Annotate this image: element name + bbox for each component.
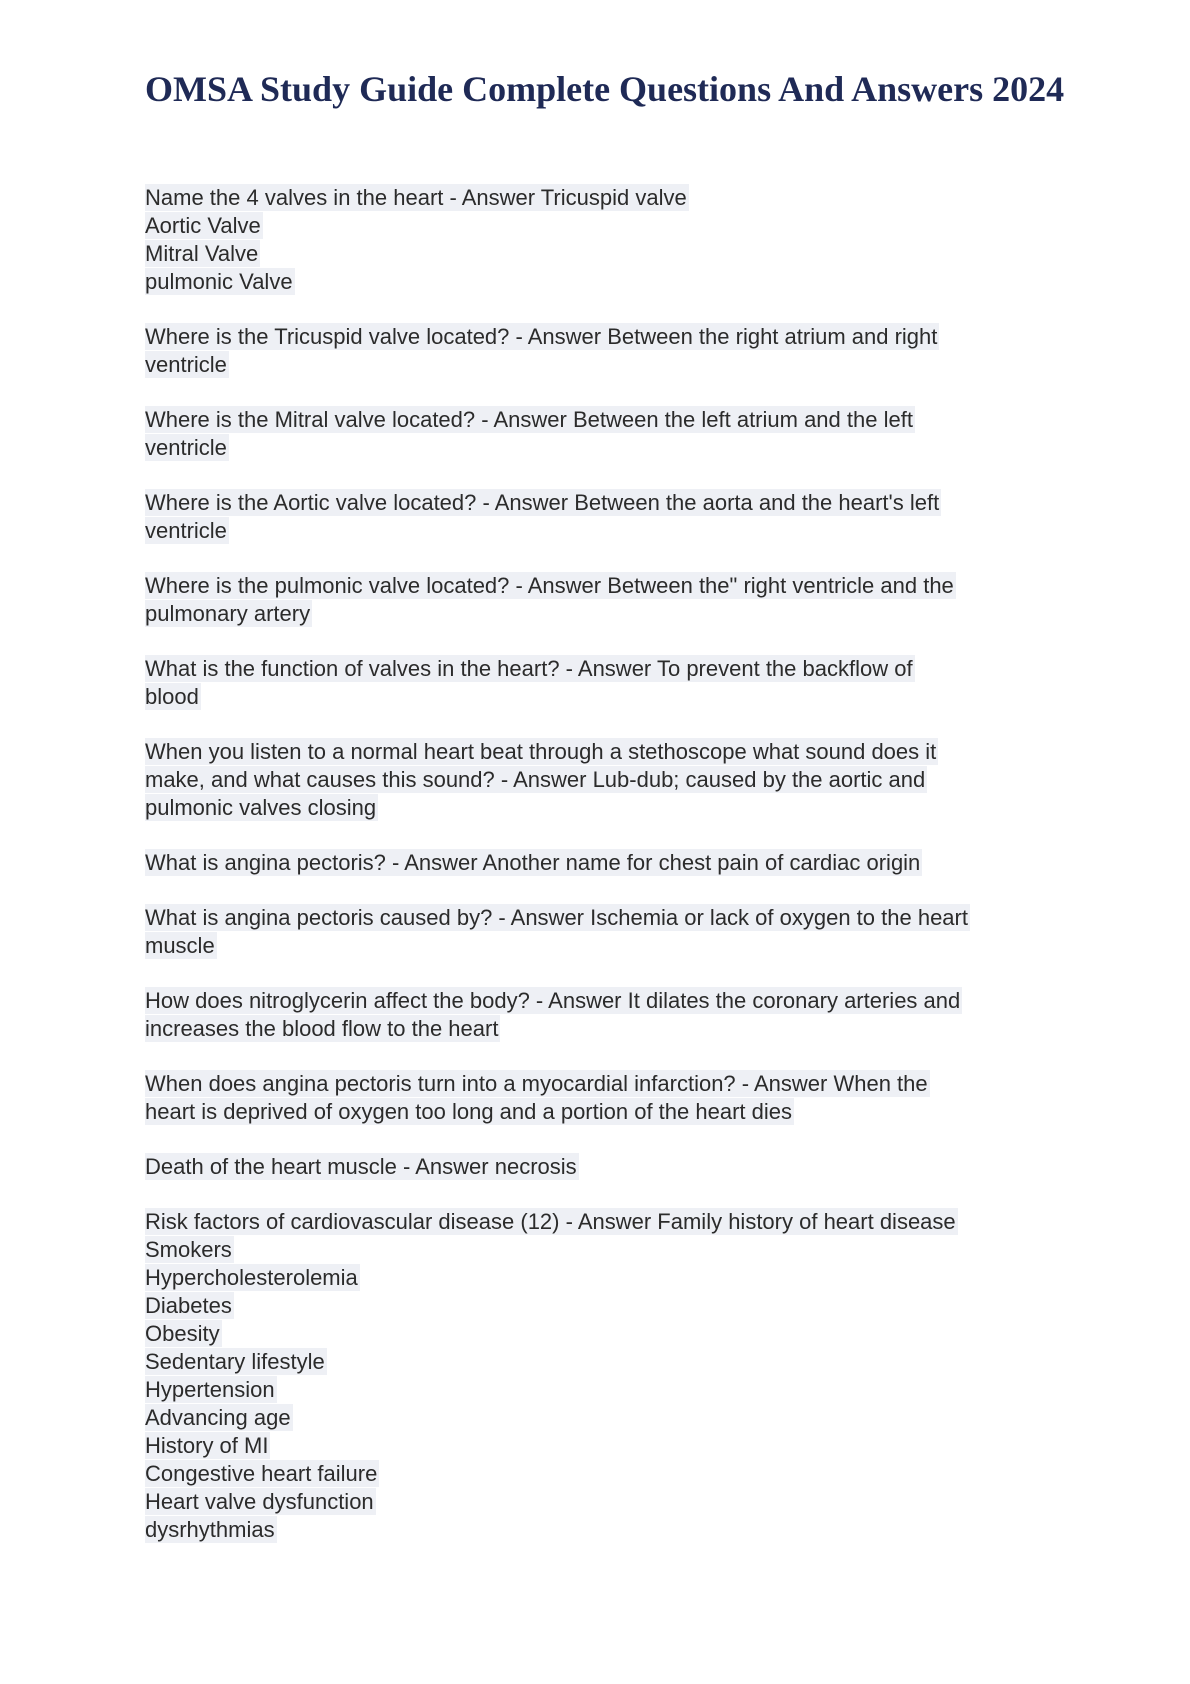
qa-line-text: History of MI — [145, 1433, 269, 1458]
qa-line-text: When you listen to a normal heart beat through a stethoscope what sound does it — [145, 739, 937, 764]
qa-answer-line — [145, 268, 1075, 296]
qa-content — [145, 184, 1075, 1571]
qa-answer-line — [145, 766, 1075, 794]
qa-line-text: Hypertension — [145, 1377, 275, 1402]
qa-question-line — [145, 738, 1075, 766]
qa-answer-line — [145, 794, 1075, 822]
qa-line-text: blood — [145, 684, 199, 709]
qa-answer-line — [145, 1432, 1075, 1460]
qa-answer-line — [145, 1292, 1075, 1320]
qa-answer-line — [145, 1404, 1075, 1432]
qa-line-text: increases the blood flow to the heart — [145, 1016, 499, 1041]
qa-answer-line — [145, 1488, 1075, 1516]
qa-line-text: Diabetes — [145, 1293, 232, 1318]
qa-entry — [145, 1208, 1075, 1544]
qa-entry — [145, 323, 1075, 379]
qa-line-text: Obesity — [145, 1321, 220, 1346]
qa-line-text: ventricle — [145, 518, 227, 543]
qa-line-text: pulmonic Valve — [145, 269, 293, 294]
qa-line-text: How does nitroglycerin affect the body? - Answer It dilates the coronary arteries and — [145, 988, 961, 1013]
qa-line-text: Hypercholesterolemia — [145, 1265, 358, 1290]
qa-answer-line — [145, 351, 1075, 379]
qa-line-text: Smokers — [145, 1237, 232, 1262]
qa-line-text: pulmonic valves closing — [145, 795, 377, 820]
qa-question-line — [145, 1070, 1075, 1098]
qa-answer-line — [145, 932, 1075, 960]
qa-question-line — [145, 184, 1075, 212]
qa-question-line — [145, 323, 1075, 351]
qa-line-text: Congestive heart failure — [145, 1461, 378, 1486]
qa-question-line — [145, 489, 1075, 517]
qa-answer-line — [145, 683, 1075, 711]
qa-line-text: make, and what causes this sound? - Answer Lub-dub; caused by the aortic and — [145, 767, 926, 792]
qa-entry — [145, 406, 1075, 462]
qa-line-text: Where is the Aortic valve located? - Answer Between the aorta and the heart's left — [145, 490, 940, 515]
qa-entry — [145, 655, 1075, 711]
qa-line-text: Death of the heart muscle - Answer necrosis — [145, 1154, 577, 1179]
qa-answer-line — [145, 240, 1075, 268]
qa-answer-line — [145, 1320, 1075, 1348]
qa-answer-line — [145, 1376, 1075, 1404]
qa-answer-line — [145, 212, 1075, 240]
qa-line-text: heart is deprived of oxygen too long and a portion of the heart dies — [145, 1099, 792, 1124]
document-title: OMSA Study Guide Complete Questions And Answers 2024 — [145, 69, 1065, 109]
qa-line-text: When does angina pectoris turn into a myocardial infarction? - Answer When the — [145, 1071, 928, 1096]
qa-line-text: Advancing age — [145, 1405, 291, 1430]
qa-question-line — [145, 406, 1075, 434]
qa-answer-line — [145, 1098, 1075, 1126]
qa-line-text: muscle — [145, 933, 215, 958]
qa-answer-line — [145, 434, 1075, 462]
qa-answer-line — [145, 1516, 1075, 1544]
qa-line-text: What is angina pectoris? - Answer Another name for chest pain of cardiac origin — [145, 850, 921, 875]
qa-entry — [145, 489, 1075, 545]
qa-question-line — [145, 572, 1075, 600]
qa-line-text: Where is the pulmonic valve located? - Answer Between the" right ventricle and the — [145, 573, 954, 598]
qa-entry — [145, 904, 1075, 960]
qa-line-text: Sedentary lifestyle — [145, 1349, 325, 1374]
qa-entry — [145, 987, 1075, 1043]
qa-entry — [145, 1153, 1075, 1181]
qa-answer-line — [145, 600, 1075, 628]
qa-entry — [145, 1070, 1075, 1126]
qa-line-text: Name the 4 valves in the heart - Answer Tricuspid valve — [145, 185, 687, 210]
qa-line-text: Where is the Tricuspid valve located? - Answer Between the right atrium and right — [145, 324, 938, 349]
qa-question-line — [145, 655, 1075, 683]
qa-answer-line — [145, 1264, 1075, 1292]
qa-answer-line — [145, 1236, 1075, 1264]
qa-question-line — [145, 1153, 1075, 1181]
qa-answer-line — [145, 517, 1075, 545]
qa-line-text: ventricle — [145, 352, 227, 377]
qa-line-text: Mitral Valve — [145, 241, 259, 266]
qa-line-text: pulmonary artery — [145, 601, 311, 626]
qa-line-text: What is the function of valves in the heart? - Answer To prevent the backflow of — [145, 656, 913, 681]
qa-entry — [145, 184, 1075, 296]
qa-line-text: Where is the Mitral valve located? - Answer Between the left atrium and the left — [145, 407, 913, 432]
qa-line-text: dysrhythmias — [145, 1517, 275, 1542]
qa-line-text: What is angina pectoris caused by? - Answer Ischemia or lack of oxygen to the heart — [145, 905, 968, 930]
qa-question-line — [145, 1208, 1075, 1236]
qa-line-text: Heart valve dysfunction — [145, 1489, 374, 1514]
qa-question-line — [145, 987, 1075, 1015]
qa-entry — [145, 572, 1075, 628]
qa-answer-line — [145, 1460, 1075, 1488]
qa-question-line — [145, 849, 1075, 877]
qa-line-text: Aortic Valve — [145, 213, 261, 238]
qa-entry — [145, 738, 1075, 822]
qa-line-text: ventricle — [145, 435, 227, 460]
qa-answer-line — [145, 1015, 1075, 1043]
qa-entry — [145, 849, 1075, 877]
qa-question-line — [145, 904, 1075, 932]
qa-line-text: Risk factors of cardiovascular disease (12) - Answer Family history of heart disease — [145, 1209, 956, 1234]
qa-answer-line — [145, 1348, 1075, 1376]
